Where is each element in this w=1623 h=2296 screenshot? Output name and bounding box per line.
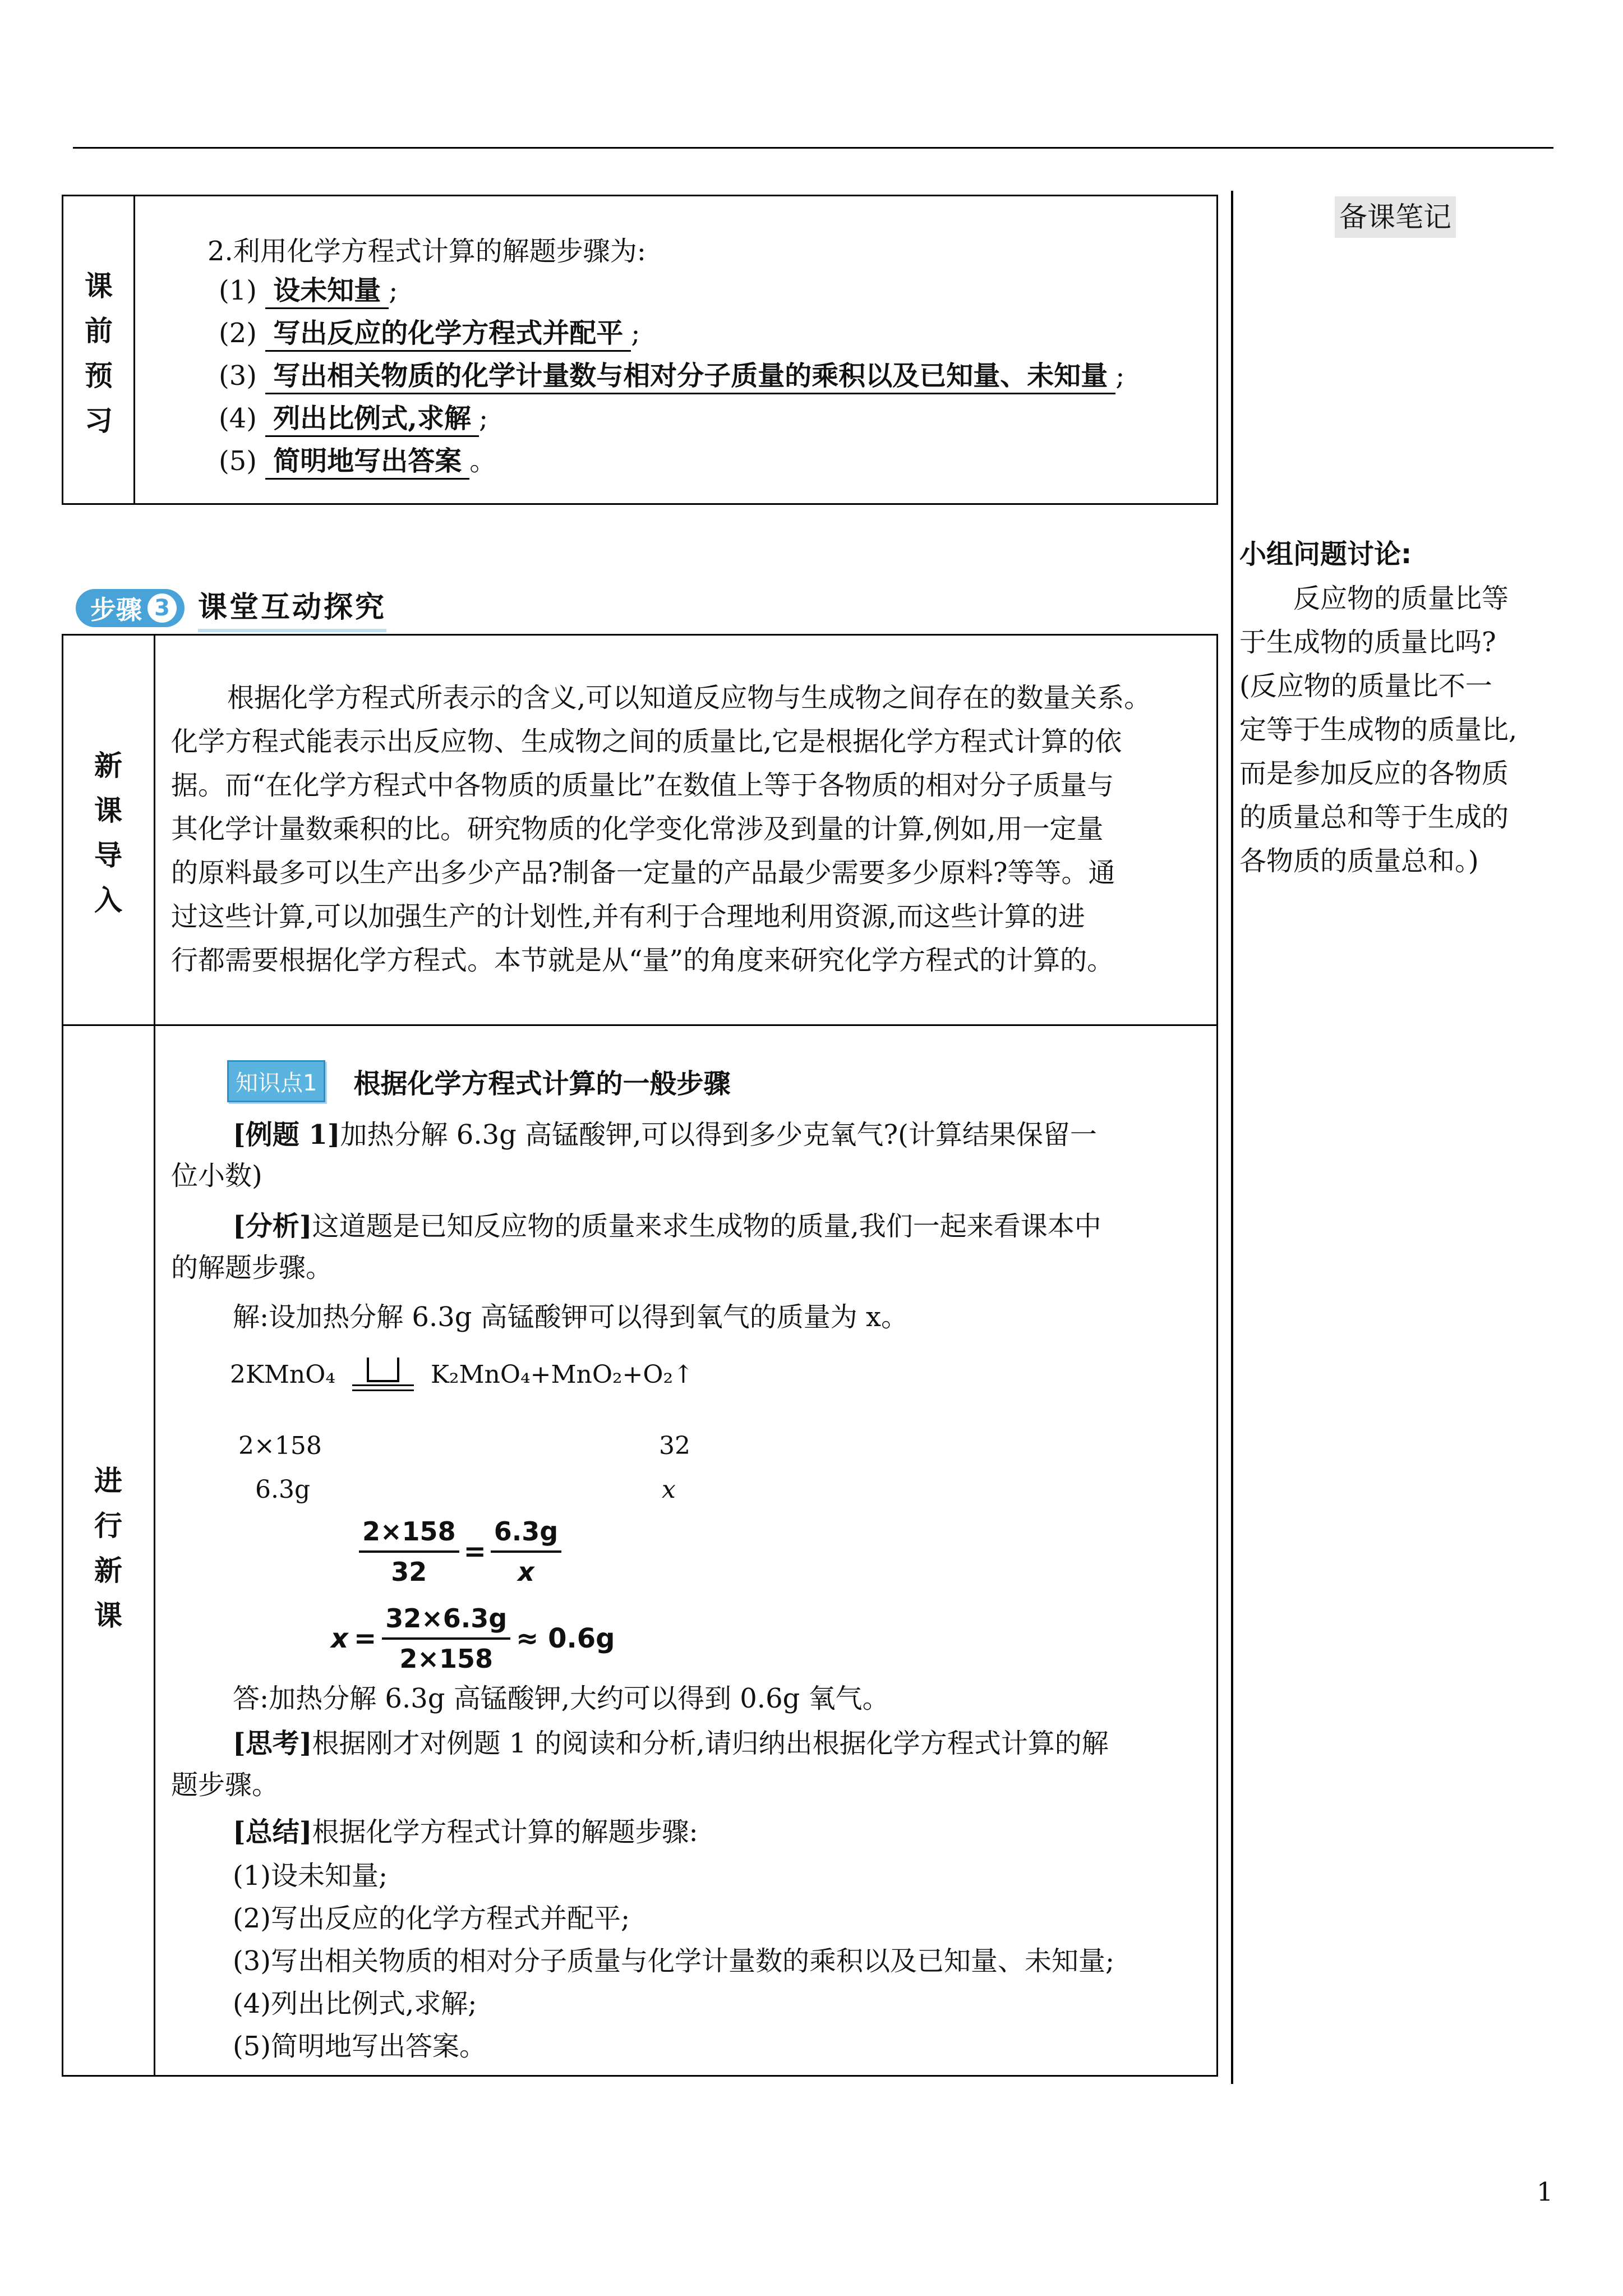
fill-in-answer: 写出相关物质的化学计量数与相对分子质量的乘积以及已知量、未知量: [265, 360, 1115, 394]
side-char: 行: [94, 1509, 122, 1542]
side-char: 预: [85, 359, 113, 392]
proportion-equation: $\frac{2\times 158}{32}$ = $\frac{6.3g}{x}$: [359, 1515, 561, 1589]
side-char: 进: [94, 1464, 122, 1497]
side-char: 入: [94, 884, 122, 917]
sidebar-divider: [1231, 191, 1233, 2084]
think-line-2: 题步骤。: [171, 1769, 279, 1801]
summary-step: (4)列出比例式,求解;: [233, 1988, 477, 2019]
think-line: [思考]根据刚才对例题 1 的阅读和分析,请归纳出根据化学方程式计算的解: [233, 1728, 1109, 1759]
summary-step: (3)写出相关物质的相对分子质量与化学计量数的乘积以及已知量、未知量;: [233, 1945, 1115, 1977]
side-char: 课: [94, 1599, 122, 1632]
example-line-2: 位小数): [171, 1160, 262, 1191]
lesson-table-divider: [154, 634, 155, 2077]
discussion-line: 定等于生成物的质量比,: [1239, 714, 1518, 746]
preview-step: (4) 列出比例式,求解 ;: [219, 397, 1124, 440]
reaction-arrow: [352, 1358, 414, 1391]
equation-reactant: 2KMnO₄: [230, 1360, 335, 1389]
preview-box-divider: [133, 195, 135, 505]
side-char: 前: [85, 314, 113, 347]
fill-in-answer: 设未知量: [265, 275, 389, 309]
step-number-circle: 3: [147, 593, 177, 623]
fraction: $\frac{32\times 6.3g}{2\times 158}$: [382, 1602, 510, 1676]
mass-left-2: 6.3g: [255, 1475, 311, 1504]
discussion-line: (反应物的质量比不一: [1239, 670, 1492, 702]
header-rule: [73, 147, 1553, 149]
equation-products: K₂MnO₄+MnO₂+O₂↑: [430, 1360, 694, 1389]
discussion-line: 而是参加反应的各物质: [1239, 758, 1509, 789]
mass-right-1: 32: [659, 1432, 690, 1460]
step3-title: 课堂互动探究: [198, 583, 386, 632]
chemical-equation: [230, 1358, 694, 1391]
intro-line: 根据化学方程式所表示的含义,可以知道反应物与生成物之间存在的数量关系。: [227, 682, 1151, 714]
side-char: 习: [85, 404, 113, 437]
summary-step: (1)设未知量;: [233, 1860, 388, 1892]
intro-line: 的原料最多可以生产出多少产品?制备一定量的产品最少需要多少原料?等等。通: [171, 857, 1115, 889]
summary-step: (2)写出反应的化学方程式并配平;: [233, 1903, 630, 1934]
preview-step: (3) 写出相关物质的化学计量数与相对分子质量的乘积以及已知量、未知量 ;: [219, 355, 1124, 397]
discussion-text: [1239, 577, 1517, 883]
analysis-line: [分析]这道题是已知反应物的质量来求生成物的质量,我们一起来看课本中: [233, 1211, 1101, 1242]
summary-line: [总结]根据化学方程式计算的解题步骤:: [233, 1816, 698, 1848]
intro-line: 化学方程式能表示出反应物、生成物之间的质量比,它是根据化学方程式计算的依: [171, 726, 1122, 757]
notes-title: 备课笔记: [1335, 196, 1456, 238]
intro-paragraph: [171, 676, 1203, 982]
page-number: 1: [1537, 2177, 1553, 2207]
side-char: 课: [85, 269, 113, 302]
answer-line: 答:加热分解 6.3g 高锰酸钾,大约可以得到 0.6g 氧气。: [233, 1683, 889, 1714]
discussion-title: 小组问题讨论:: [1239, 539, 1412, 570]
side-char: 课: [94, 794, 122, 827]
mass-left-1: 2×158: [238, 1432, 322, 1460]
mass-right-2: x: [662, 1475, 676, 1504]
solve-equation: x = $\frac{32\times 6.3g}{2\times 158}$ ≈ 0.6g: [331, 1602, 615, 1676]
side-char: 新: [94, 1554, 122, 1587]
example-line: [例题 1]加热分解 6.3g 高锰酸钾,可以得到多少克氧气?(计算结果保留一: [233, 1119, 1097, 1151]
knowledge-point-title: 根据化学方程式计算的一般步骤: [353, 1068, 731, 1099]
analysis-line-2: 的解题步骤。: [171, 1252, 333, 1283]
preview-side-label: [82, 264, 116, 443]
step-badge: 步骤 3: [76, 589, 185, 627]
summary-steps: [233, 1855, 1114, 2068]
fraction: $\frac{2\times 158}{32}$: [359, 1515, 459, 1589]
preview-intro: 2.利用化学方程式计算的解题步骤为:: [208, 236, 646, 267]
intro-line: 过这些计算,可以加强生产的计划性,并有利于合理地利用资源,而这些计算的进: [171, 901, 1085, 932]
lesson-side-label: [91, 1458, 125, 1638]
preview-steps: [219, 269, 1124, 482]
intro-side-label: [91, 743, 125, 923]
side-char: 导: [94, 839, 122, 872]
summary-step: (5)简明地写出答案。: [233, 2031, 486, 2062]
knowledge-point-tag: 知识点1: [227, 1060, 325, 1102]
preview-step: (1) 设未知量 ;: [219, 269, 1124, 312]
discussion-line: 的质量总和等于生成的: [1239, 802, 1509, 833]
preview-step: (2) 写出反应的化学方程式并配平 ;: [219, 312, 1124, 355]
lesson-row-divider: [62, 1024, 1218, 1026]
fill-in-answer: 列出比例式,求解: [265, 403, 479, 437]
intro-line: 据。而“在化学方程式中各物质的质量比”在数值上等于各物质的相对分子质量与: [171, 770, 1114, 801]
intro-line: 其化学计量数乘积的比。研究物质的化学变化常涉及到量的计算,例如,用一定量: [171, 813, 1104, 845]
fill-in-answer: 写出反应的化学方程式并配平: [265, 318, 631, 352]
solution-line: 解:设加热分解 6.3g 高锰酸钾可以得到氧气的质量为 x。: [233, 1301, 909, 1333]
step3-header: [76, 583, 386, 632]
fill-in-answer: 简明地写出答案: [265, 445, 469, 480]
fraction: $\frac{6.3g}{x}$: [491, 1515, 561, 1589]
heat-condition-icon: [367, 1358, 399, 1382]
discussion-line: 于生成物的质量比吗?: [1239, 627, 1496, 658]
knowledge-point-header: [227, 1060, 730, 1102]
discussion-line: 各物质的质量总和。): [1239, 845, 1479, 877]
discussion-line: 反应物的质量比等: [1293, 583, 1509, 614]
preview-step: (5) 简明地写出答案 。: [219, 440, 1124, 482]
side-char: 新: [94, 749, 122, 782]
intro-line: 行都需要根据化学方程式。本节就是从“量”的角度来研究化学方程式的计算的。: [171, 945, 1114, 976]
